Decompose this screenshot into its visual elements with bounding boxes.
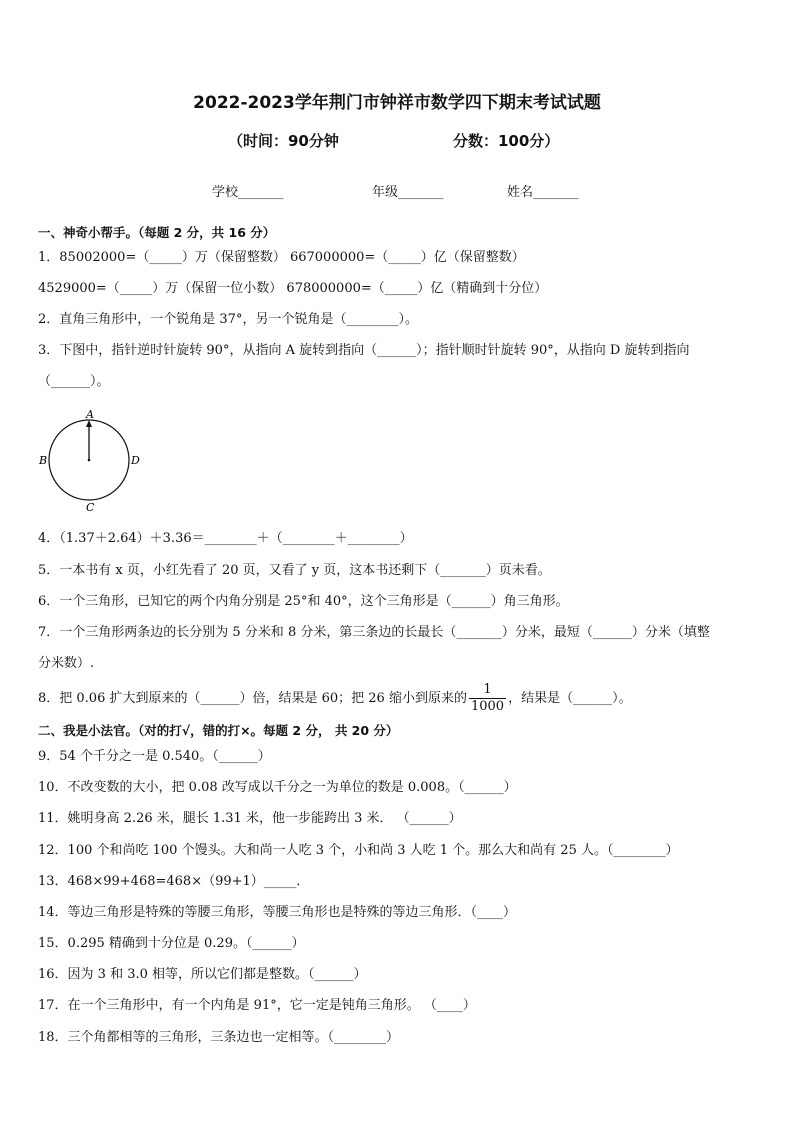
label-b: B — [39, 454, 48, 467]
pointer-center — [88, 459, 91, 462]
name-field[interactable]: 姓名_______ — [507, 185, 579, 200]
question-8-pre: 8．把 0.06 扩大到原来的（______）倍，结果是 60；把 26 缩小到原来的 — [38, 691, 467, 706]
question-7b: 分米数）. — [38, 656, 95, 671]
question-12: 12．100 个和尚吃 100 个馒头。大和尚一人吃 3 个，小和尚 3 人吃 1 个。那么大和尚有 25 人。（________） — [38, 843, 679, 858]
question-2: 2．直角三角形中，一个锐角是 37°，另一个锐角是（________）。 — [38, 312, 418, 327]
fraction-denominator: 1000 — [470, 699, 505, 714]
question-7a: 7．一个三角形两条边的长分别为 5 分米和 8 分米，第三条边的长最长（_______）分米，最短（______）分米（填整 — [38, 625, 710, 640]
question-13: 13．468×99+468=468×（99+1）_____． — [38, 874, 310, 889]
total-score: 分数：100分） — [453, 132, 560, 150]
question-8-post: ，结果是（______）。 — [508, 691, 632, 706]
question-4: 4．（1.37＋2.64）＋3.36＝________＋（________＋________） — [38, 531, 413, 546]
question-1b: 4529000=（_____）万（保留一位小数） 678000000=（_____）亿（精确到十分位） — [38, 281, 548, 296]
question-3b: （______）。 — [38, 374, 110, 389]
question-5: 5．一本书有 x 页，小红先看了 20 页，又看了 y 页，这本书还剩下（_______）页未看。 — [38, 563, 551, 578]
question-3a: 3．下图中，指针逆时针旋转 90°，从指向 A 旋转到指向（______）；指针顺时针旋转 90°，从指向 D 旋转到指向 — [38, 343, 690, 358]
page-title: 2022-2023学年荆门市钟祥市数学四下期末考试试题 — [193, 93, 601, 113]
question-18: 18．三个角都相等的三角形，三条边也一定相等。（________） — [38, 1030, 400, 1045]
question-1a: 1．85002000=（_____）万（保留整数） 667000000=（_____）亿（保留整数） — [38, 250, 525, 265]
question-10: 10．不改变数的大小，把 0.08 改写成以千分之一为单位的数是 0.008。（______） — [38, 780, 517, 795]
question-14: 14．等边三角形是特殊的等腰三角形，等腰三角形也是特殊的等边三角形．（____） — [38, 905, 517, 920]
grade-field[interactable]: 年级_______ — [372, 185, 444, 200]
pointer-arrowhead — [86, 420, 92, 427]
clock-diagram — [36, 408, 146, 514]
label-c: C — [86, 501, 95, 514]
section-2-heading: 二、我是小法官。（对的打√，错的打×。每题 2 分， 共 20 分） — [38, 723, 399, 738]
fraction-numerator: 1 — [469, 682, 506, 699]
question-6: 6．一个三角形，已知它的两个内角分别是 25°和 40°，这个三角形是（______）角三角形。 — [38, 594, 569, 609]
section-1-heading: 一、神奇小帮手。（每题 2 分，共 16 分） — [38, 225, 276, 240]
question-17: 17．在一个三角形中，有一个内角是 91°，它一定是钝角三角形。 （____） — [38, 998, 476, 1013]
time-limit: （时间：90分钟 — [228, 132, 339, 150]
question-16: 16．因为 3 和 3.0 相等，所以它们都是整数。（______） — [38, 967, 367, 982]
label-a: A — [86, 408, 94, 421]
question-11: 11．姚明身高 2.26 米，腿长 1.31 米，他一步能跨出 3 米． （______） — [38, 811, 462, 826]
school-field[interactable]: 学校_______ — [212, 185, 284, 200]
question-8 — [38, 682, 762, 715]
exam-meta — [228, 130, 588, 151]
question-9: 9．54 个千分之一是 0.540。（______） — [38, 749, 271, 764]
label-d: D — [131, 454, 140, 467]
fraction — [469, 682, 506, 715]
question-15: 15．0.295 精确到十分位是 0.29。（______） — [38, 936, 305, 951]
